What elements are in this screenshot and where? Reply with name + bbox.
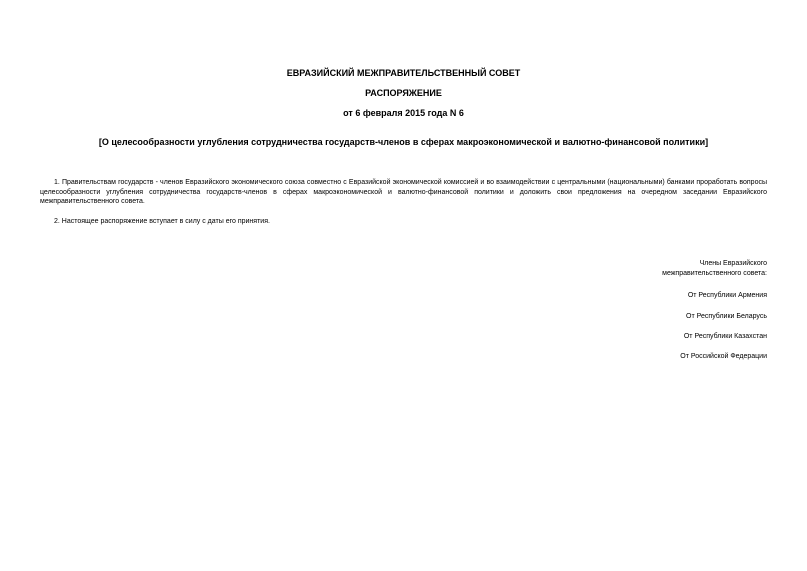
members-line-2: межправительственного совета:	[662, 269, 767, 277]
signature-armenia: От Республики Армения	[687, 292, 767, 299]
document-type: РАСПОРЯЖЕНИЕ	[365, 88, 442, 98]
signature-russia: От Российской Федерации	[680, 353, 767, 360]
signature-belarus: От Республики Беларусь	[686, 313, 767, 320]
organization-title: ЕВРАЗИЙСКИЙ МЕЖПРАВИТЕЛЬСТВЕННЫЙ СОВЕТ	[286, 68, 521, 78]
signature-kazakhstan: От Республики Казахстан	[683, 333, 767, 340]
signature-block-heading	[467, 259, 767, 278]
paragraph-2: 2. Настоящее распоряжение вступает в силу с даты его принятия.	[54, 218, 270, 225]
document-subject: [О целесообразности углубления сотрудничества государств-членов в сферах макроэкономической и валютно-финансовой политики]	[98, 137, 709, 147]
members-line-1: Члены Евразийского	[699, 260, 767, 267]
paragraph-1: 1. Правительствам государств - членов Евразийского экономического союза совместно с Евразийской экономической комиссией и во взаимодействии с центральными (национальными) банками проработать вопросы целесообразности углубления сотрудничества государств-членов в сферах макроэкономической и валютно-финансовой политики и доложить свои предложения на очередном заседании Евразийского межправительственного совета.	[40, 179, 767, 206]
document-date-number: от 6 февраля 2015 года N 6	[343, 108, 464, 118]
